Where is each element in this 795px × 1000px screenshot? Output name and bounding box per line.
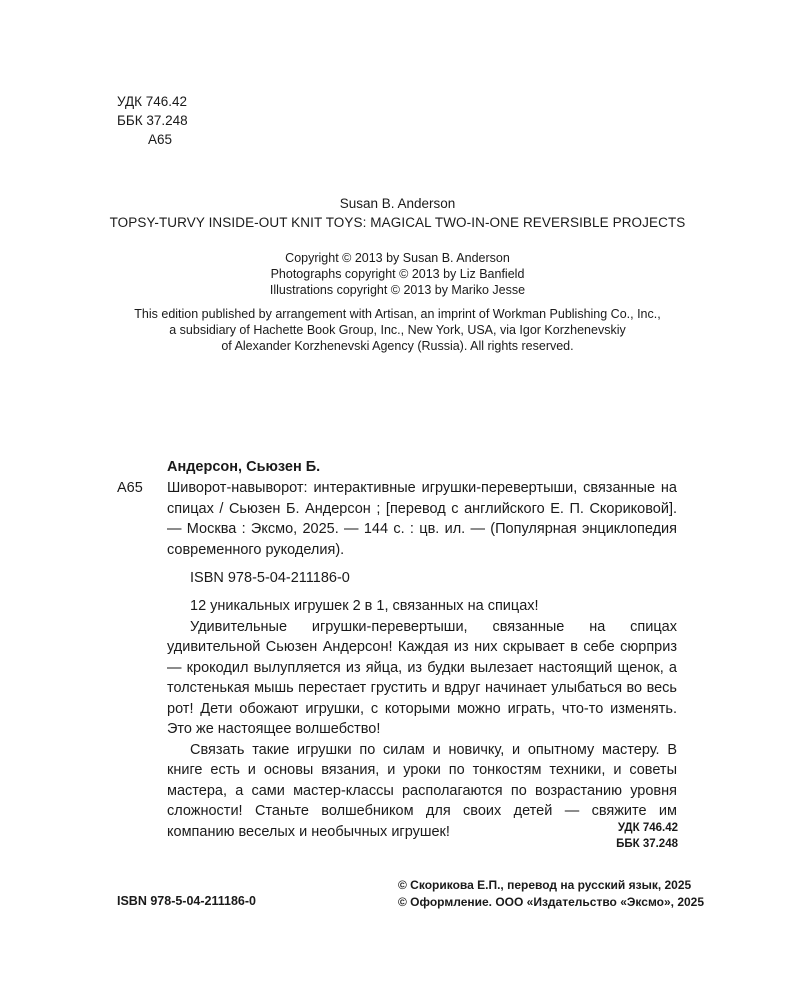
original-edition	[80, 194, 715, 232]
copyright-lines	[80, 250, 715, 298]
annotation-lead: 12 уникальных игрушек 2 в 1, связанных на спицах!	[190, 598, 539, 614]
edition-line: This edition published by arrangement with Artisan, an imprint of Workman Publishing Co., Inc.,	[134, 307, 661, 321]
design-copyright: © Оформление. ООО «Издательство «Эксмо», 2025	[398, 895, 705, 909]
edition-notice	[80, 306, 715, 354]
illustration-copyright: Illustrations copyright © 2013 by Mariko Jesse	[269, 283, 526, 297]
catalog-description	[167, 478, 677, 560]
edition-line: a subsidiary of Hachette Book Group, Inc., New York, USA, via Igor Korzhenevskiy	[169, 323, 626, 337]
catalog-author-heading: Андерсон, Сьюзен Б.	[167, 459, 321, 475]
footer-udk: УДК 746.42	[617, 822, 678, 834]
catalog-isbn: ISBN 978-5-04-211186-0	[190, 570, 350, 586]
annotation-paragraph: Связать такие игрушки по силам и новичку, и опытному мастеру. В книге есть и основы вязания, и уроки по тонкостям техники, и советы мастера, а сами мастер-классы располагаются по возрастанию уровня сложности! Станьте волшебником для своих детей — свяжите им компанию веселых и необычных игрушек!	[167, 741, 677, 840]
annotation	[167, 596, 677, 842]
translation-copyright: © Скорикова Е.П., перевод на русский язык, 2025	[398, 878, 692, 892]
edition-line: of Alexander Korzhenevski Agency (Russia). All rights reserved.	[221, 339, 574, 353]
photo-copyright: Photographs copyright © 2013 by Liz Banfield	[270, 267, 525, 281]
footer-copyrights	[398, 877, 704, 911]
author-sign: А65	[148, 132, 173, 147]
original-author: Susan B. Anderson	[339, 196, 456, 211]
footer-classification	[616, 820, 678, 852]
catalog-description-text: Шиворот-навыворот: интерактивные игрушки-перевертыши, связанные на спицах / Сьюзен Б. Андерсон ; [перевод с английского Е. П. Скориковой]. — Москва : Эксмо, 2025. — 144 с. : цв. ил. — (Популярная энциклопедия современного рукоделия).	[167, 480, 677, 558]
footer-isbn: ISBN 978-5-04-211186-0	[117, 894, 256, 908]
classification-block	[117, 92, 188, 149]
udk-code: УДК 746.42	[117, 94, 188, 109]
catalog-code: А65	[117, 480, 143, 496]
annotation-paragraph: Удивительные игрушки-перевертыши, связанные на спицах удивительной Сьюзен Андерсон! Каждая из них скрывает в себе сюрприз — крокодил вылупляется из яйца, из будки вылезает настоящий щенок, а толстенькая мышь перестает грустить и вдруг начинает улыбаться во весь рот! Дети обожают игрушки, с которыми можно играть, что-то изменять. Это же настоящее волшебство!	[167, 618, 677, 737]
footer-bbk: ББК 37.248	[616, 838, 678, 850]
original-title: TOPSY-TURVY INSIDE-OUT KNIT TOYS: MAGICAL TWO-IN-ONE REVERSIBLE PROJECTS	[109, 215, 686, 230]
copyright-text: Copyright © 2013 by Susan B. Anderson	[285, 251, 510, 265]
bbk-code: ББК 37.248	[117, 113, 188, 128]
